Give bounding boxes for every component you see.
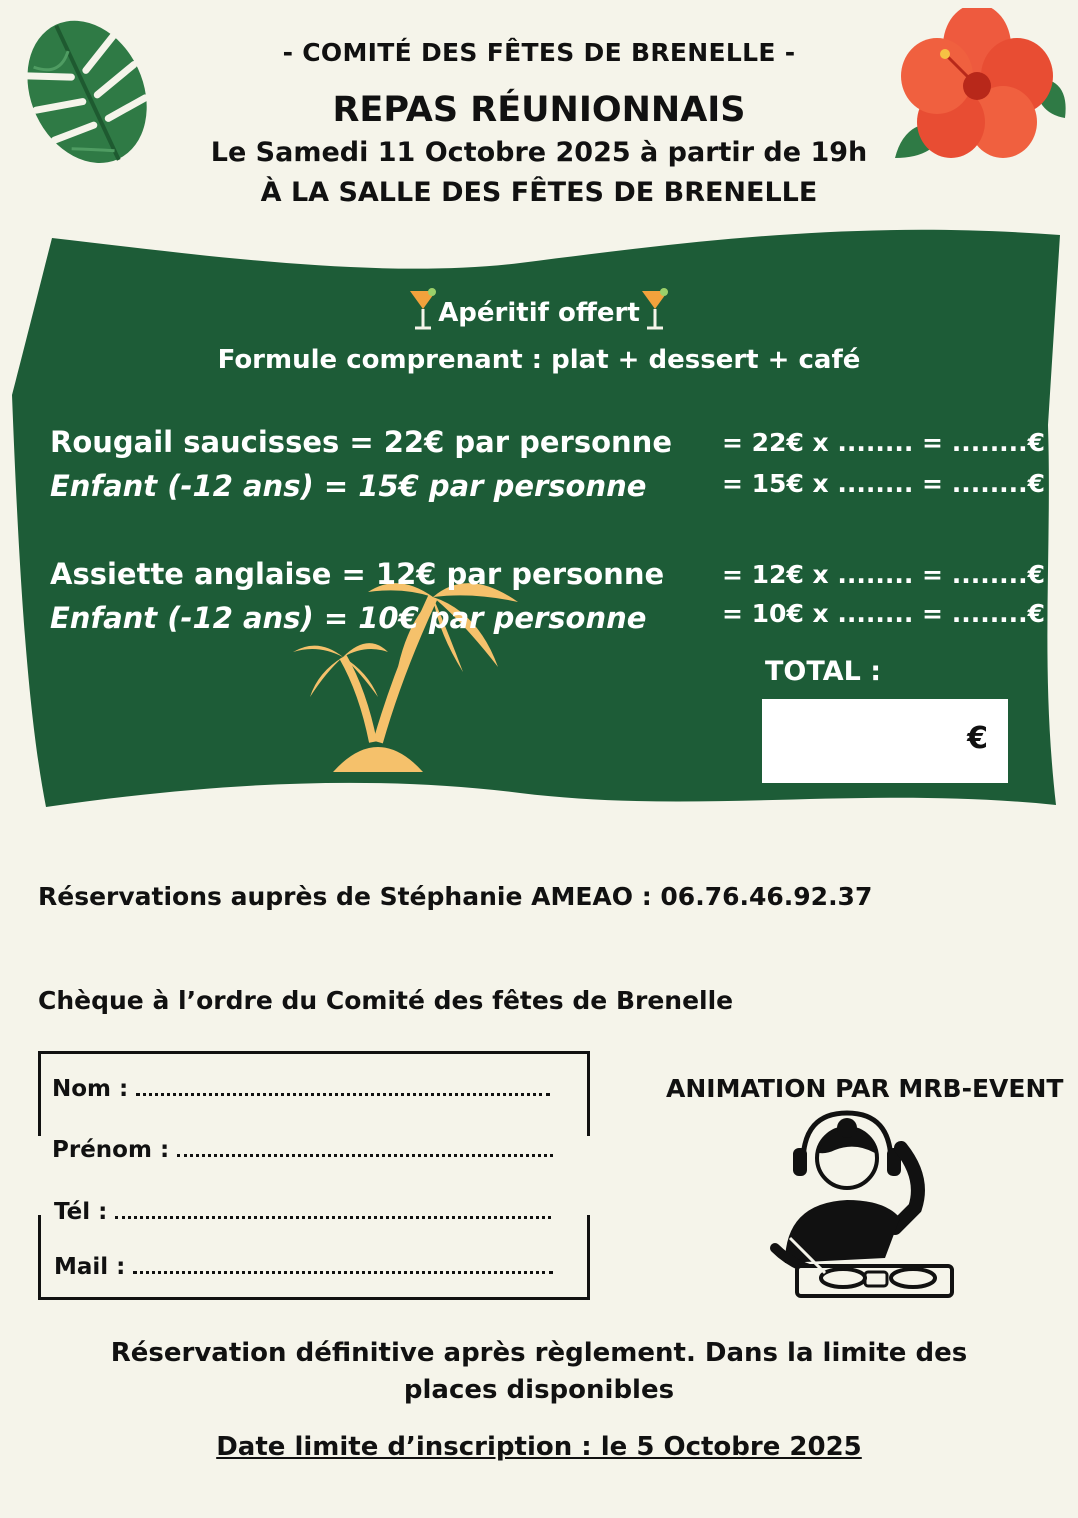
- calc-line-rougail[interactable]: = 22€ x ........ = ........€: [722, 428, 1046, 457]
- form-nom[interactable]: [52, 1076, 550, 1102]
- cocktail-icon: [640, 287, 670, 331]
- calc-line-rougail-child[interactable]: = 15€ x ........ = ........€: [722, 469, 1046, 498]
- footer-line-1: Réservation définitive après règlement. Dans la limite des: [110, 1338, 968, 1368]
- form-mail[interactable]: [54, 1254, 553, 1280]
- cocktail-icon: [408, 287, 438, 331]
- aperitif-text: Apéritif offert: [438, 298, 640, 328]
- menu-item-assiette: Assiette anglaise = 12€ par personne: [50, 557, 665, 591]
- cheque-info: Chèque à l’ordre du Comité des fêtes de Brenelle: [38, 986, 734, 1015]
- aperitif-line: [0, 287, 1078, 331]
- calc-line-assiette[interactable]: = 12€ x ........ = ........€: [722, 560, 1046, 589]
- mail-label: Mail :: [54, 1254, 126, 1280]
- tel-label: Tél :: [54, 1199, 108, 1225]
- tel-dotted-line[interactable]: [115, 1202, 551, 1219]
- calc-line-assiette-child[interactable]: = 10€ x ........ = ........€: [722, 599, 1046, 628]
- menu-item-rougail-child: Enfant (-12 ans) = 15€ par personne: [50, 469, 647, 503]
- formule-line: Formule comprenant : plat + dessert + café: [217, 345, 861, 375]
- form-tel[interactable]: [54, 1199, 551, 1225]
- menu-item-assiette-child: Enfant (-12 ans) = 10€ par personne: [50, 601, 647, 635]
- nom-dotted-line[interactable]: [136, 1079, 550, 1096]
- form-prenom[interactable]: [52, 1137, 553, 1163]
- total-label: TOTAL :: [765, 656, 881, 687]
- total-currency: €: [967, 721, 988, 756]
- total-field[interactable]: [762, 699, 1008, 783]
- mail-dotted-line[interactable]: [133, 1257, 553, 1274]
- registration-deadline: Date limite d’inscription : le 5 Octobre 2025: [216, 1432, 862, 1462]
- prenom-label: Prénom :: [52, 1137, 170, 1163]
- event-date: Le Samedi 11 Octobre 2025 à partir de 19h: [210, 137, 868, 168]
- footer-line-2: places disponibles: [403, 1375, 675, 1405]
- menu-item-rougail: Rougail saucisses = 22€ par personne: [50, 425, 672, 459]
- event-title: REPAS RÉUNIONNAIS: [332, 90, 746, 130]
- dj-icon: [765, 1108, 960, 1303]
- organizer: - COMITÉ DES FÊTES DE BRENELLE -: [282, 38, 796, 67]
- event-venue: À LA SALLE DES FÊTES DE BRENELLE: [260, 177, 818, 208]
- reservation-contact: Réservations auprès de Stéphanie AMEAO : 06.76.46.92.37: [38, 882, 873, 911]
- prenom-dotted-line[interactable]: [177, 1140, 553, 1157]
- animation-credit: ANIMATION PAR MRB-EVENT: [666, 1074, 1064, 1103]
- nom-label: Nom :: [52, 1076, 129, 1102]
